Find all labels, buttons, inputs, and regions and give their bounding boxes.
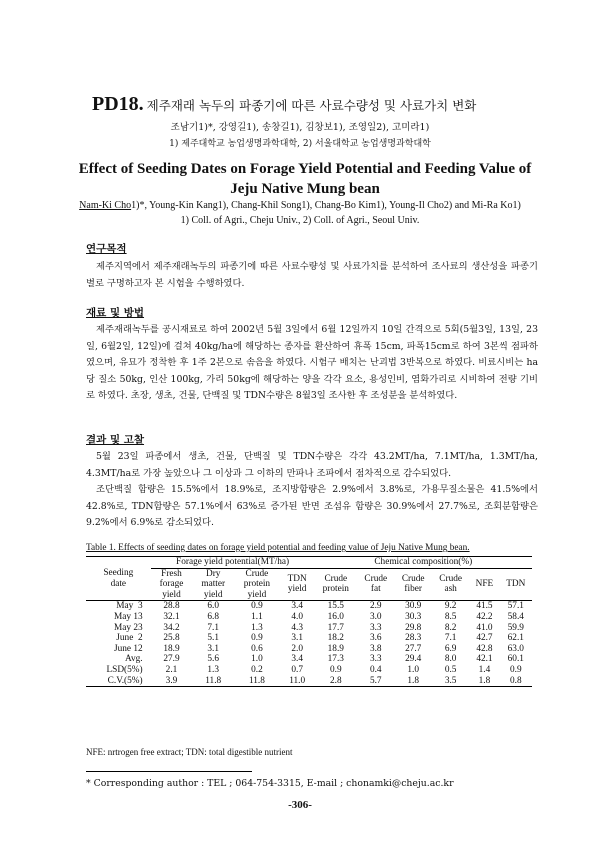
other-authors: 1)*, Young-Kin Kang1), Chang-Khil Song1), Chang-Bo Kim1), Young-Il Cho2) and Mi-Ra Ko1) (131, 200, 521, 211)
table-cell: 41.0 (476, 622, 493, 633)
table-cell: 4.0 (291, 611, 303, 622)
table-cell: 7.1 (207, 622, 220, 633)
row-label: May 23 (113, 622, 143, 633)
header-crude-ash: Crude ash (439, 573, 462, 595)
table-cell: 0.9 (251, 601, 263, 612)
table-cell: 5.1 (207, 633, 220, 644)
table-cell: 17.7 (327, 622, 344, 633)
table-cell: 7.1 (444, 633, 457, 644)
table-cell: 3.3 (369, 622, 382, 633)
table-cell: 3.1 (207, 643, 220, 654)
table-cell: 0.9 (329, 664, 342, 675)
header-crude-fat: Crude fat (364, 573, 388, 595)
title-korean-text: 제주재래 녹두의 파종기에 따른 사료수량성 및 사료가치 변화 (146, 98, 477, 113)
header-seeding-date: Seeding date (86, 557, 151, 601)
table-cell: 30.3 (405, 611, 422, 622)
table-cell: 2.0 (291, 643, 303, 654)
table-row (86, 665, 532, 676)
table-cell: 25.8 (163, 633, 180, 644)
table-cell: 0.5 (444, 664, 457, 675)
table-cell: 1.1 (251, 611, 263, 622)
section-heading-objective: 연구목적 (86, 243, 127, 255)
table-cell: 0.8 (500, 676, 532, 687)
row-label: LSD(5%) (106, 664, 143, 675)
table-cell: 1.3 (207, 664, 220, 675)
table-cell: 3.4 (291, 654, 303, 665)
table-cell: 8.2 (444, 622, 457, 633)
table-cell: 0.2 (251, 664, 263, 675)
results-table (86, 556, 532, 687)
table-cell: 11.8 (234, 676, 280, 687)
table-row (86, 676, 532, 687)
table-row (86, 644, 532, 655)
table-cell: 0.9 (251, 633, 263, 644)
table-cell: 28.3 (405, 633, 422, 644)
header-tdn: TDN (506, 579, 526, 590)
table-row (86, 612, 532, 623)
table-cell: 3.5 (432, 676, 469, 687)
affiliations-korean: 1) 제주대학교 농업생명과학대학, 2) 서울대학교 농업생명과학대학 (169, 139, 431, 149)
group-chemical-composition: Chemical composition(%) (315, 557, 532, 569)
table-cell: 59.9 (507, 622, 524, 633)
table-cell: 42.8 (476, 643, 493, 654)
table-cell: 41.5 (476, 601, 493, 612)
paper-title-korean (92, 93, 476, 116)
row-label: June 2 (116, 633, 143, 644)
table-cell: 3.4 (291, 601, 303, 612)
table-row (86, 633, 532, 644)
table-cell: 28.8 (163, 601, 180, 612)
table-row (86, 654, 532, 665)
header-tdn-yield: TDN yield (287, 573, 307, 595)
table-cell: 18.2 (327, 633, 344, 644)
table-cell: 3.6 (369, 633, 382, 644)
methods-text: 제주재래녹두를 공시재료로 하여 2002년 5월 3일에서 6월 12일까지 10일 간격으로 5회(5월3일, 13일, 23일, 6월2일, 12일)에 걸쳐 40kg/ha에 해당하는 종자를 환산하여 휴폭 15cm, 파폭15cm로 하여 3본씩 점파하였으며, 유묘가 정착한 후 1주 2본으로 솎음을 하였다. 시험구 배치는 난괴법 3반복으로 하였다. 비료시비는 ha당 질소 50kg, 인산 100kg, 가리 50kg에 해당하는 양을 각각 요소, 용성인비, 염화가리로 시비하여 전량 기비로 하였다. 초장, 생초, 건물, 단백질 및 TDN수량은 8월3일 조사한 후 조성분을 분석하였다. (86, 324, 538, 401)
table-cell: 29.4 (405, 654, 422, 665)
table-cell: 1.3 (251, 622, 263, 633)
table-body (86, 601, 532, 687)
table-cell: 17.3 (327, 654, 344, 665)
row-label: Avg. (124, 654, 143, 665)
table-cell: 2.9 (369, 601, 382, 612)
header-fresh-forage: Fresh forage yield (159, 568, 184, 600)
table-cell: 30.9 (405, 601, 422, 612)
paper-title-english (60, 159, 550, 199)
table-cell: 3.1 (291, 633, 303, 644)
table-cell: 18.9 (163, 643, 180, 654)
table-cell: 34.2 (163, 622, 180, 633)
abstract-code: PD18. (92, 93, 144, 115)
table-cell: 18.9 (327, 643, 344, 654)
header-crude-protein: Crude protein (322, 573, 349, 595)
section-heading-methods: 재료 및 방법 (86, 307, 145, 319)
table-cell: 11.8 (192, 676, 234, 687)
table-cell: 1.8 (394, 676, 431, 687)
table-cell: 1.4 (478, 664, 491, 675)
table-cell: 29.8 (405, 622, 422, 633)
table-cell: 16.0 (327, 611, 344, 622)
header-crude-protein-yield: Crude protein yield (243, 568, 271, 600)
table-cell: 0.4 (369, 664, 382, 675)
page-number: -306- (288, 799, 312, 811)
table-cell: 6.0 (207, 601, 220, 612)
table-cell: 6.9 (444, 643, 457, 654)
table-cell: 27.7 (405, 643, 422, 654)
table-note: NFE: nrtrogen free extract; TDN: total digestible nutrient (86, 747, 293, 757)
table-cell: 58.4 (507, 611, 524, 622)
results-text: 5월 23일 파종에서 생초, 건물, 단백질 및 TDN수량은 각각 43.2MT/ha, 7.1MT/ha, 1.3MT/ha, 4.3MT/ha로 가장 높았으나 그 이상과 그 이하의 만파나 조파에서 점차적으로 감수되었다. 조단백질 함량은 15.5%에서 18.9%로, 조지방함량은 2.9%에서 3.8%로, 가용무질소물은 41.5%에서 42.8%로, TDN함량은 57.1%에서 63%로 증가된 반면 조섬유 함량은 30.9%에서 27.7%로, 조회분함량은 9.2%에서 6.9%로 감소되었다. (86, 451, 538, 528)
table-cell: 2.1 (165, 664, 178, 675)
section-heading-results: 결과 및 고찰 (86, 434, 145, 446)
table-cell: 27.9 (163, 654, 180, 665)
objective-text: 제주지역에서 제주재래녹두의 파종기에 따른 사료수량성 및 사료가치를 분석하여 조사료의 생산성을 파종기별로 구명하고자 본 시험을 수행하였다. (86, 261, 538, 289)
header-nfe: NFE (475, 579, 494, 590)
corresponding-author: * Corresponding author : TEL ; 064-754-3315, E-mail ; chonamki@cheju.ac.kr (86, 778, 454, 789)
affiliations-english: 1) Coll. of Agri., Cheju Univ., 2) Coll. of Agri., Seoul Univ. (180, 215, 420, 226)
table-caption: Table 1. Effects of seeding dates on forage yield potential and feeding value of Jeju Native Mung bean. (86, 543, 470, 553)
title-english-line1: Effect of Seeding Dates on Forage Yield Potential and Feeding Value of (78, 161, 532, 177)
table-cell: 57.1 (507, 601, 524, 612)
table-cell: 4.3 (291, 622, 303, 633)
table-cell: 1.8 (469, 676, 499, 687)
table-cell: 3.8 (369, 643, 382, 654)
table-cell: 15.5 (327, 601, 344, 612)
table-cell: 42.7 (476, 633, 493, 644)
table-cell: 8.5 (444, 611, 457, 622)
row-label: C.V.(5%) (86, 676, 151, 687)
table-row (86, 601, 532, 612)
table-row (86, 623, 532, 634)
table-cell: 11.0 (280, 676, 315, 687)
table-cell: 62.1 (507, 633, 524, 644)
header-dry-matter: Dry matter yield (201, 568, 226, 600)
row-label: May 13 (113, 611, 143, 622)
authors-korean: 조남기1)*, 강영길1), 송창길1), 김창보1), 조영일2), 고미라1) (170, 122, 430, 133)
table-cell: 3.3 (369, 654, 382, 665)
table-cell: 0.9 (509, 664, 522, 675)
title-english-line2: Jeju Native Mung bean (230, 181, 380, 197)
footnote-divider (86, 771, 252, 772)
table-cell: 2.8 (315, 676, 357, 687)
row-label: May 3 (116, 601, 143, 612)
group-forage-yield: Forage yield potential(MT/ha) (151, 557, 315, 569)
first-author: Nam-Ki Cho (79, 200, 132, 211)
table-cell: 42.2 (476, 611, 493, 622)
table-cell: 0.7 (291, 664, 303, 675)
table-cell: 3.9 (151, 676, 193, 687)
table-cell: 63.0 (507, 643, 524, 654)
table-cell: 9.2 (444, 601, 457, 612)
table-cell: 32.1 (163, 611, 180, 622)
row-label: June 12 (113, 643, 143, 654)
table-cell: 1.0 (251, 654, 263, 665)
authors-english (0, 200, 600, 211)
table-cell: 60.1 (507, 654, 524, 665)
header-crude-fiber: Crude fiber (401, 573, 425, 595)
table-cell: 5.7 (357, 676, 394, 687)
table-cell: 5.6 (207, 654, 220, 665)
table-cell: 42.1 (476, 654, 493, 665)
table-cell: 1.0 (407, 664, 420, 675)
table-cell: 6.8 (207, 611, 220, 622)
table-cell: 0.6 (251, 643, 263, 654)
table-cell: 3.0 (369, 611, 382, 622)
table-cell: 8.0 (444, 654, 457, 665)
